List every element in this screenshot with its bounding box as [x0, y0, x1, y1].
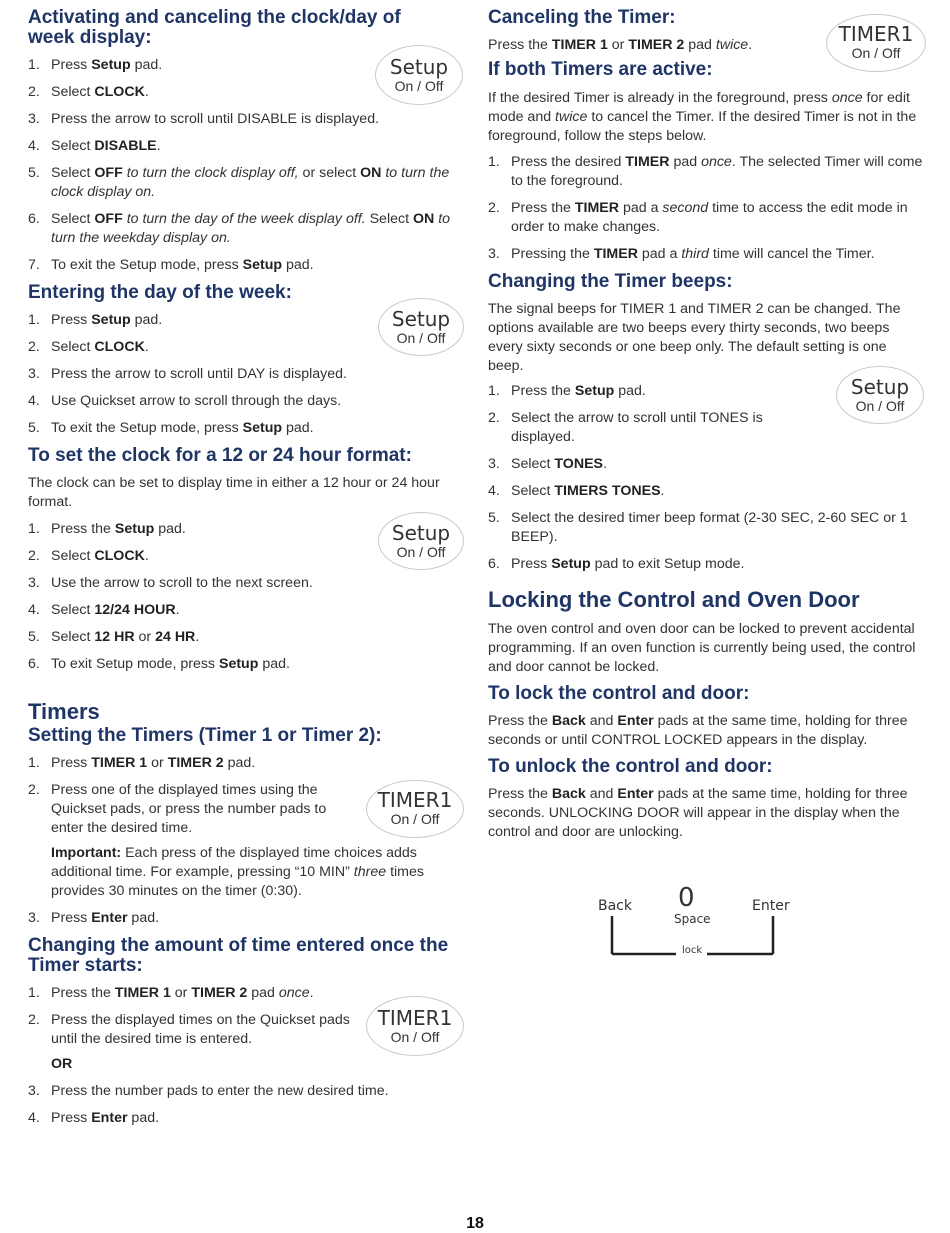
list-item: 5. Select OFF to turn the clock display off, or select ON to turn the clock display on. — [28, 165, 450, 200]
zero-key-label: 0 — [678, 883, 695, 913]
section-title-clock-display: Activating and canceling the clock/day of week display: — [28, 7, 401, 48]
page-number: 18 — [466, 1215, 484, 1232]
list-item: 1. Press the Setup pad. — [488, 383, 646, 399]
back-key-label: Back — [598, 898, 632, 914]
space-key-label: Space — [674, 912, 711, 926]
left-column — [28, 8, 466, 1136]
lock-text: Press the Back and Enter pads at the same time, holding for three seconds or until CONTROL LOCKED appears in the display. — [488, 713, 908, 748]
list-item: 2. Select CLOCK. — [28, 548, 149, 564]
list-item: 2. Press one of the displayed times using the Quickset pads, or press the number pads to enter the desired time. — [28, 782, 327, 836]
setup-pad-icon: Setup On / Off — [378, 512, 464, 570]
timer-beeps-text: The signal beeps for TIMER 1 and TIMER 2 can be changed. The options available are two beeps every thirty seconds, two beeps every sixty seconds or one beep only. The default setting is one beep. — [488, 301, 901, 374]
list-item: 3. Press the arrow to scroll until DAY is displayed. — [28, 366, 347, 382]
list-item: 4. Press Enter pad. — [28, 1110, 160, 1126]
section-title-setting-timers: Setting the Timers (Timer 1 or Timer 2): — [28, 725, 382, 746]
important-note: Important: Each press of the displayed time choices adds additional time. For example, pressing “10 MIN” three times provides 30 minutes on the timer (0:30). — [51, 845, 424, 899]
list-item: 4. Use Quickset arrow to scroll through the days. — [28, 393, 342, 409]
list-item: 5. Select the desired timer beep format (2-30 SEC, 2-60 SEC or 1 BEEP). — [488, 510, 908, 545]
timers-heading: Timers — [28, 699, 100, 724]
list-item: 1. Press the Setup pad. — [28, 521, 186, 537]
list-item: 1. Press the desired TIMER pad once. The selected Timer will come to the foreground. — [488, 154, 923, 189]
list-item: 4. Select TIMERS TONES. — [488, 483, 665, 499]
enter-key-label: Enter — [752, 898, 790, 914]
setup-pad-icon: Setup On / Off — [836, 366, 924, 424]
setting-timers-steps — [28, 754, 466, 928]
list-item: 4. Select 12/24 HOUR. — [28, 602, 180, 618]
list-item: 1. Press Setup pad. — [28, 57, 163, 73]
list-item: 2. Press the displayed times on the Quickset pads until the desired time is entered. — [28, 1012, 350, 1047]
section-title-timer-beeps: Changing the Timer beeps: — [488, 271, 733, 292]
timer-pad-icon: TIMER1 On / Off — [366, 996, 464, 1056]
list-item: 5. Select 12 HR or 24 HR. — [28, 629, 200, 645]
timer-pad-icon: TIMER1 On / Off — [826, 14, 926, 72]
section-title-change-time: Changing the amount of time entered once the Timer starts: — [28, 935, 449, 976]
lock-keypad-diagram — [596, 884, 796, 964]
list-item: 6. Select OFF to turn the day of the week display off. Select ON to turn the weekday display on. — [28, 211, 451, 246]
section-title-both-timers: If both Timers are active: — [488, 59, 713, 80]
hour-format-intro: The clock can be set to display time in either a 12 hour or 24 hour format. — [28, 475, 440, 510]
list-item: 6. Press Setup pad to exit Setup mode. — [488, 556, 745, 572]
both-timers-text: If the desired Timer is already in the foreground, press once for edit mode and twice to cancel the Timer. If the desired Timer is not in the foreground, follow the steps below. — [488, 90, 917, 144]
cancel-timer-text: Press the TIMER 1 or TIMER 2 pad twice. — [488, 37, 753, 53]
list-item: 1. Press the TIMER 1 or TIMER 2 pad once. — [28, 985, 314, 1001]
list-item: 6. To exit Setup mode, press Setup pad. — [28, 656, 290, 672]
list-item: 2. Press the TIMER pad a second time to access the edit mode in order to make changes. — [488, 200, 908, 235]
right-column — [488, 8, 928, 842]
setup-pad-icon: Setup On / Off — [375, 45, 463, 105]
list-item: 2. Select CLOCK. — [28, 339, 149, 355]
list-item: 5. To exit the Setup mode, press Setup pad. — [28, 420, 314, 436]
timer-pad-icon: TIMER1 On / Off — [366, 780, 464, 838]
section-title-cancel-timer: Canceling the Timer: — [488, 7, 676, 28]
locking-text: The oven control and oven door can be locked to prevent accidental programming. If an oven function is currently being used, the control and door cannot be locked. — [488, 621, 916, 675]
list-item: 2. Select CLOCK. — [28, 84, 149, 100]
locking-heading: Locking the Control and Oven Door — [488, 587, 860, 612]
list-item: 2. Select the arrow to scroll until TONES is displayed. — [488, 410, 763, 445]
lock-bracket-lines — [596, 884, 796, 964]
or-label: OR — [51, 1056, 73, 1072]
list-item: 3. Press the arrow to scroll until DISABLE is displayed. — [28, 111, 380, 127]
list-item: 4. Select DISABLE. — [28, 138, 161, 154]
list-item: 3. Select TONES. — [488, 456, 607, 472]
list-item: 3. Pressing the TIMER pad a third time will cancel the Timer. — [488, 246, 875, 262]
section-title-hour-format: To set the clock for a 12 or 24 hour format: — [28, 445, 412, 466]
list-item: 3. Press Enter pad. — [28, 910, 160, 926]
list-item: 3. Press the number pads to enter the new desired time. — [28, 1083, 389, 1099]
unlock-text: Press the Back and Enter pads at the same time, holding for three seconds. UNLOCKING DOOR will appear in the display when the control and door are unlocking. — [488, 786, 908, 840]
section-title-day-of-week: Entering the day of the week: — [28, 282, 292, 303]
setup-pad-icon: Setup On / Off — [378, 298, 464, 356]
list-item: 3. Use the arrow to scroll to the next screen. — [28, 575, 313, 591]
section-title-unlock: To unlock the control and door: — [488, 756, 773, 777]
lock-label: lock — [682, 945, 703, 956]
list-item: 1. Press TIMER 1 or TIMER 2 pad. — [28, 755, 256, 771]
section-title-lock: To lock the control and door: — [488, 683, 750, 704]
list-item: 7. To exit the Setup mode, press Setup pad. — [28, 257, 314, 273]
list-item: 1. Press Setup pad. — [28, 312, 163, 328]
both-timers-steps — [488, 153, 928, 264]
